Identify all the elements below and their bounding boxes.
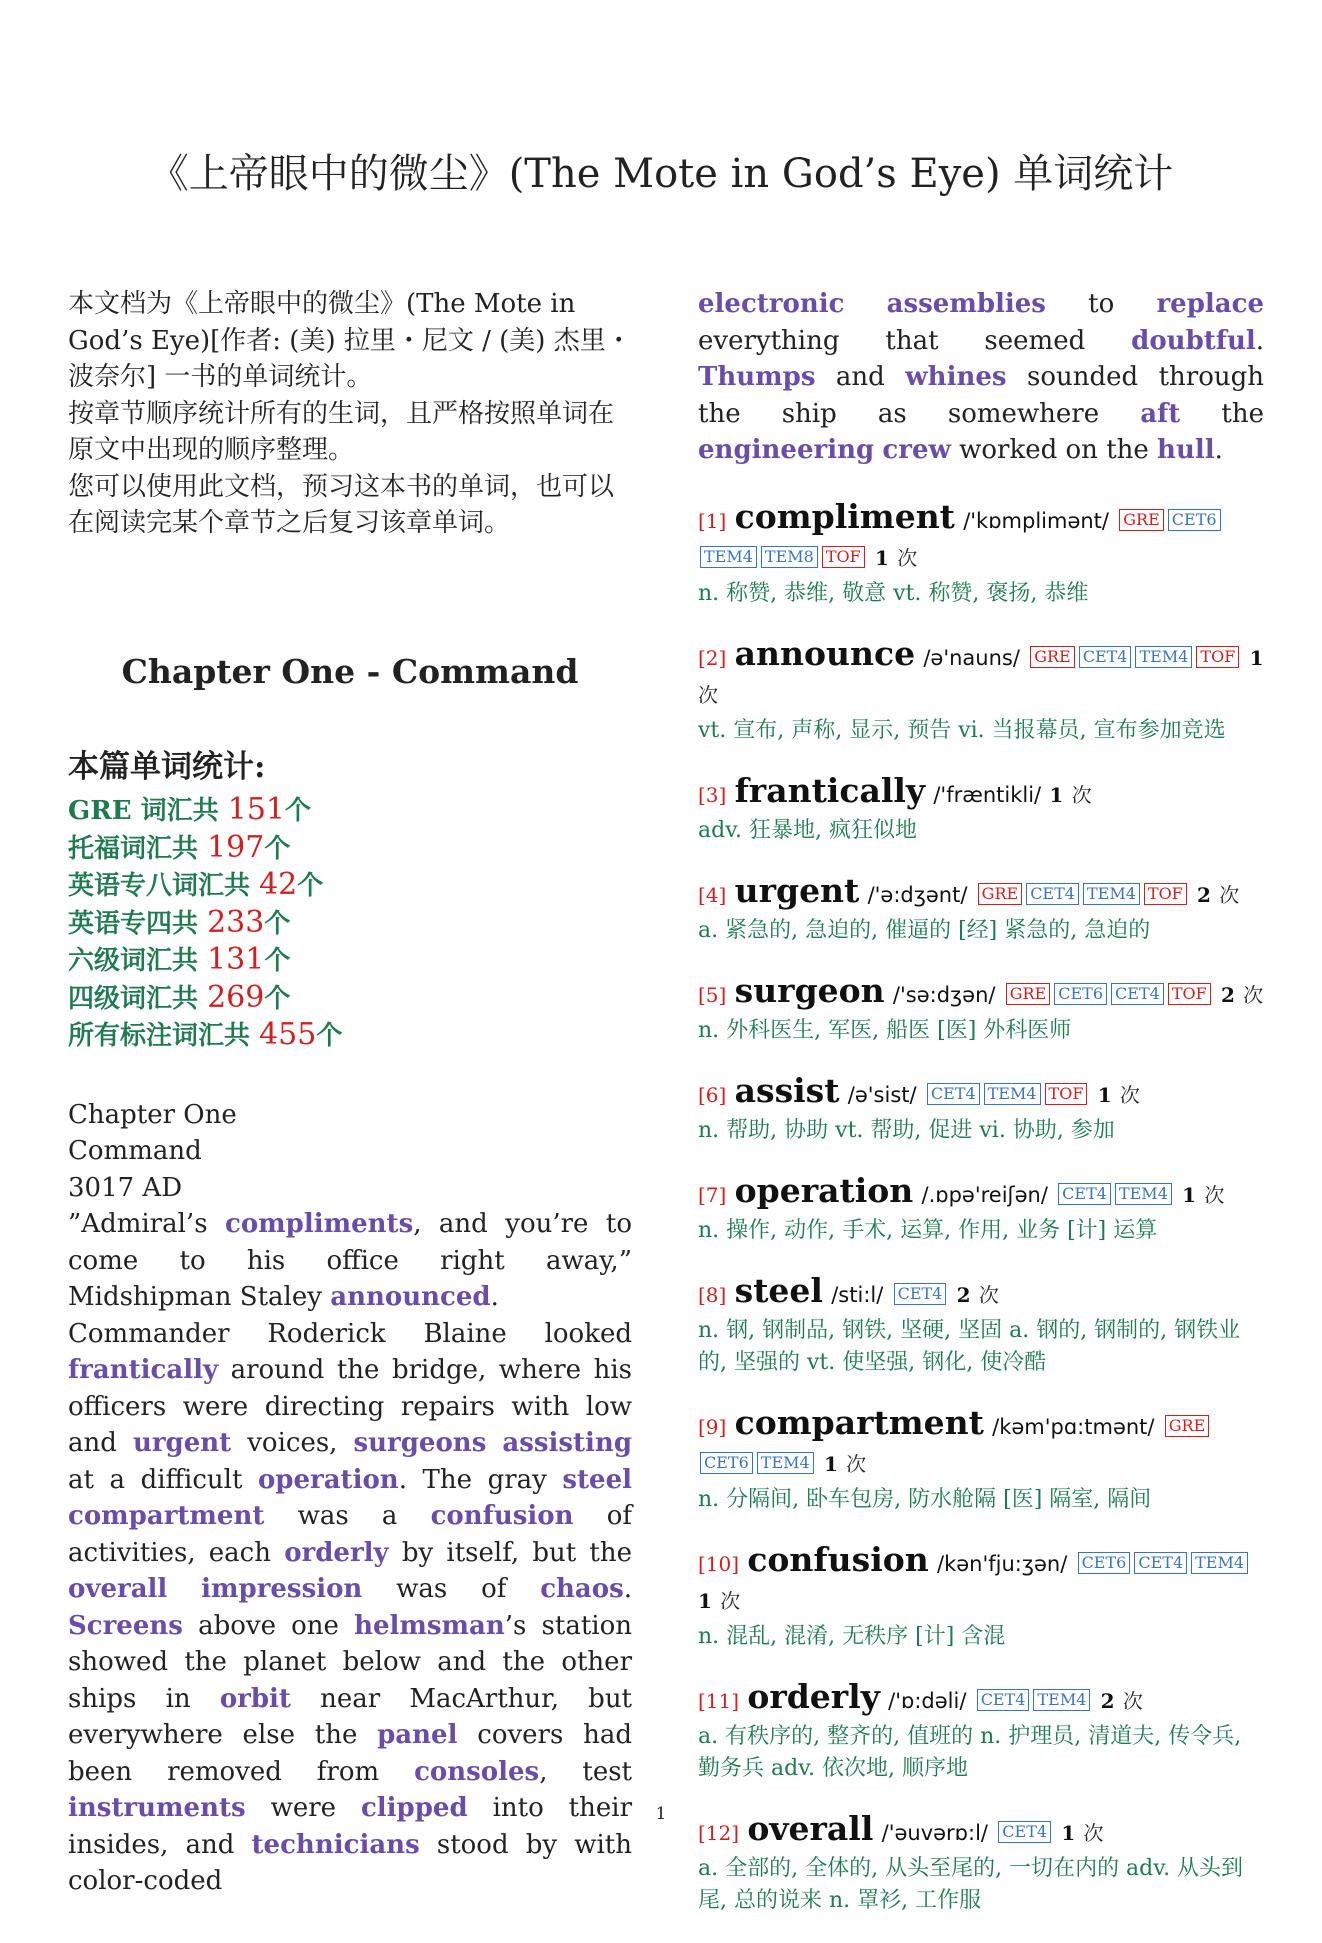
story-run: ”Admiral’s	[68, 1209, 225, 1239]
vocab-entry	[698, 1676, 1264, 1785]
exam-tag-badge: TEM8	[761, 546, 818, 568]
stat-count: 151	[227, 792, 285, 827]
vocab-entry	[698, 1539, 1264, 1653]
stat-unit: 个	[316, 1021, 343, 1051]
entry-count-unit: 次	[1243, 982, 1264, 1007]
entry-count-unit: 次	[698, 682, 718, 707]
entry-word: compartment	[734, 1402, 984, 1442]
stat-row	[68, 905, 632, 943]
story-run	[486, 1428, 502, 1458]
story-text-continued	[698, 286, 1264, 469]
entry-count: 1	[1249, 645, 1264, 670]
story-run: .	[1255, 325, 1264, 356]
story-paragraph	[68, 1170, 632, 1207]
entry-definition: adv. 狂暴地, 疯狂似地	[698, 817, 917, 843]
stat-count: 269	[207, 979, 265, 1015]
story-run: covers had been removed from	[68, 1720, 632, 1787]
entry-phonetic: /'ɒ:dəli/	[888, 1688, 967, 1713]
vocab-word: engineering	[698, 435, 875, 465]
vocab-entry	[698, 496, 1264, 610]
stat-row	[68, 830, 632, 868]
vocab-word: assisting	[502, 1428, 632, 1458]
exam-tag-badge: TEM4	[984, 1083, 1041, 1105]
exam-tag-badge: TEM4	[1135, 646, 1192, 668]
entry-count: 2	[1220, 982, 1235, 1007]
vocab-entry	[698, 1270, 1264, 1379]
vocab-word: electronic	[698, 289, 845, 319]
stat-row	[68, 1017, 632, 1055]
exam-tag-badge: TEM4	[1083, 883, 1140, 905]
exam-tag-badge: TEM4	[1191, 1552, 1248, 1574]
stat-unit: 个	[264, 833, 291, 864]
entry-index: [5]	[698, 982, 727, 1007]
stat-count: 233	[207, 904, 265, 940]
entry-phonetic: /ə'sist/	[847, 1082, 917, 1107]
vocab-entry	[698, 633, 1264, 747]
entry-count: 1	[1061, 1820, 1076, 1845]
entry-header	[698, 1402, 1264, 1482]
entry-definition: n. 帮助, 协助 vt. 帮助, 促进 vi. 协助, 参加	[698, 1117, 1115, 1143]
exam-tag-badge: CET6	[1168, 509, 1221, 531]
exam-tag-badge: CET4	[977, 1689, 1030, 1711]
entry-count-unit: 次	[1119, 1082, 1140, 1107]
intro-paragraph: 按章节顺序统计所有的生词，且严格按照单词在原文中出现的顺序整理。	[68, 398, 615, 465]
exam-tag-badge: TEM4	[757, 1452, 814, 1474]
entry-count-unit: 次	[897, 545, 918, 570]
story-run: the	[1180, 398, 1264, 429]
entry-count-unit: 次	[720, 1588, 741, 1613]
exam-tag-badge: CET4	[1026, 883, 1079, 905]
story-run: Commander Roderick Blaine looked	[68, 1318, 632, 1349]
vocab-entry	[698, 970, 1264, 1047]
stat-label: 所有标注词汇共	[68, 1021, 260, 1051]
story-run: to	[1045, 289, 1157, 319]
vocab-word: impression	[201, 1574, 363, 1604]
entry-definition: n. 外科医生, 军医, 船医 [医] 外科医师	[698, 1017, 1072, 1043]
entry-header	[698, 1170, 1264, 1213]
story-run: was a	[264, 1501, 431, 1531]
stat-label: GRE 词汇共	[68, 796, 228, 826]
chapter-heading: Chapter One - Command	[121, 651, 579, 691]
story-run: stood by with color-coded	[68, 1829, 632, 1896]
stat-row	[68, 980, 632, 1018]
vocab-word: Screens	[68, 1610, 183, 1641]
story-run: worked on the	[950, 435, 1158, 465]
entry-count-unit: 次	[1083, 1820, 1104, 1845]
entry-definition: a. 紧急的, 急迫的, 催逼的 [经] 紧急的, 急迫的	[698, 917, 1151, 943]
exam-tag-badge: TEM4	[1033, 1689, 1090, 1711]
entry-word: orderly	[747, 1676, 880, 1716]
story-text	[68, 1097, 632, 1900]
entry-word: announce	[734, 633, 916, 673]
vocab-word: orderly	[284, 1537, 389, 1568]
stat-row	[68, 867, 632, 905]
document-title: 《上帝眼中的微尘》(The Mote in God’s Eye) 单词统计	[148, 151, 1174, 197]
entry-header	[698, 1539, 1264, 1619]
entry-count: 2	[1100, 1688, 1115, 1713]
exam-tag-badge: CET4	[1058, 1183, 1111, 1205]
entry-header	[698, 1070, 1264, 1113]
story-paragraph	[68, 1097, 632, 1134]
story-run: , and you’re to come to his office right away,” Midshipman Staley	[68, 1209, 632, 1312]
entry-index: [6]	[698, 1082, 727, 1107]
entry-header	[698, 870, 1264, 913]
stat-label: 六级词汇共	[68, 946, 208, 976]
stats-heading: 本篇单词统计:	[68, 749, 266, 785]
stat-unit: 个	[264, 908, 291, 939]
entry-count: 1	[823, 1451, 838, 1476]
exam-tag-badge: CET4	[1111, 983, 1164, 1005]
vocab-word: replace	[1156, 289, 1264, 319]
story-run: .	[623, 1574, 633, 1604]
entry-definition: n. 混乱, 混淆, 无秩序 [计] 含混	[698, 1623, 1006, 1649]
intro-paragraph: 本文档为《上帝眼中的微尘》(The Mote in God’s Eye)[作者: (美) 拉里・尼文 / (美) 杰里・波奈尔] 一书的单词统计。	[68, 289, 632, 392]
entry-count-unit: 次	[1071, 782, 1092, 807]
vocab-entry	[698, 1402, 1264, 1516]
entry-count: 1	[698, 1588, 712, 1613]
exam-tag-badge: GRE	[1119, 509, 1164, 531]
entry-definition: a. 全部的, 全体的, 从头至尾的, 一切在内的 adv. 从头到尾, 总的说来 n. 罩衫, 工作服	[698, 1855, 1244, 1913]
story-run: into their insides, and	[68, 1793, 632, 1860]
vocab-word: surgeons	[353, 1428, 487, 1458]
entry-phonetic: /kən'fju:ʒən/	[937, 1551, 1068, 1576]
vocab-word: instruments	[68, 1793, 246, 1823]
entry-phonetic: /'əuvərɒ:l/	[881, 1820, 988, 1845]
entry-word: surgeon	[734, 970, 885, 1010]
vocab-word: frantically	[68, 1355, 219, 1385]
exam-tag-badge: GRE	[1030, 646, 1075, 668]
entry-word: overall	[747, 1808, 874, 1848]
entry-definition: n. 分隔间, 卧车包房, 防水舱隔 [医] 隔室, 隔间	[698, 1486, 1152, 1512]
story-run: .	[1214, 435, 1223, 465]
vocab-word: operation	[257, 1464, 399, 1495]
story-run: was of	[362, 1574, 541, 1604]
exam-tag-badge: CET4	[1134, 1552, 1187, 1574]
entry-index: [1]	[698, 508, 727, 533]
exam-tag-badge: CET4	[1079, 646, 1132, 668]
vocab-entry	[698, 1070, 1264, 1147]
entry-definition: n. 操作, 动作, 手术, 运算, 作用, 业务 [计] 运算	[698, 1217, 1158, 1243]
exam-tag-badge: GRE	[1165, 1415, 1210, 1437]
story-paragraph	[68, 1206, 632, 1316]
vocab-word: compartment	[68, 1501, 265, 1531]
page-number: 1	[655, 1804, 667, 1824]
left-column	[68, 286, 632, 1900]
story-paragraph	[68, 1133, 632, 1170]
exam-tag-badge: CET4	[927, 1083, 980, 1105]
entry-phonetic: /kəm'pɑ:tmənt/	[992, 1414, 1155, 1439]
story-run: were	[245, 1793, 361, 1823]
entry-header	[698, 1676, 1264, 1719]
entry-index: [9]	[698, 1414, 727, 1439]
exam-tag-badge: CET4	[998, 1821, 1051, 1843]
vocab-word: orbit	[219, 1683, 291, 1714]
stat-count: 131	[207, 942, 265, 977]
vocab-word: Thumps	[698, 362, 816, 392]
story-run: everything that seemed	[698, 325, 1132, 356]
stats-list	[68, 792, 632, 1055]
story-paragraph	[698, 286, 1264, 469]
entry-definition: vt. 宣布, 声称, 显示, 预告 vi. 当报幕员, 宣布参加竞选	[698, 717, 1226, 743]
entry-phonetic: /.ɒpə'reiʃən/	[921, 1182, 1048, 1207]
entry-index: [4]	[698, 882, 727, 907]
entry-header	[698, 970, 1264, 1013]
entry-count: 2	[956, 1282, 971, 1307]
vocab-entry	[698, 1170, 1264, 1247]
entry-word: operation	[734, 1170, 914, 1210]
stat-label: 英语专四共	[68, 908, 208, 939]
entry-header	[698, 770, 1264, 813]
entry-count: 1	[1182, 1182, 1197, 1207]
exam-tag-badge: TOF	[1168, 983, 1211, 1005]
entry-count-unit: 次	[1122, 1688, 1143, 1713]
story-run: of activities, each	[68, 1501, 632, 1568]
vocab-word: hull	[1157, 435, 1215, 465]
vocab-word: assemblies	[886, 289, 1046, 319]
entry-word: assist	[734, 1070, 840, 1110]
exam-tag-badge: TOF	[1045, 1083, 1088, 1105]
entry-word: confusion	[747, 1539, 929, 1579]
vocab-entry	[698, 770, 1264, 847]
vocab-word: compliments	[224, 1209, 414, 1239]
vocab-word: consoles	[414, 1756, 540, 1787]
vocab-entry	[698, 870, 1264, 947]
entry-count: 2	[1197, 882, 1211, 907]
entry-word: urgent	[734, 870, 860, 910]
story-run: at a difficult	[68, 1464, 258, 1495]
exam-tag-badge: GRE	[1006, 983, 1051, 1005]
entry-count: 1	[1049, 782, 1064, 807]
vocab-word: doubtful	[1131, 325, 1256, 356]
entry-phonetic: /'ə:dʒənt/	[867, 882, 968, 907]
story-run: and	[815, 362, 906, 392]
story-run: above one	[182, 1610, 355, 1641]
vocab-entry-list	[698, 496, 1264, 1917]
vocab-word: helmsman	[354, 1610, 505, 1641]
entry-index: [11]	[698, 1688, 740, 1713]
story-run: sounded through the ship as somewhere	[698, 362, 1264, 429]
stat-unit: 个	[264, 983, 291, 1014]
vocab-word: technicians	[251, 1829, 420, 1860]
stat-label: 英语专八词汇共	[68, 871, 260, 901]
stat-unit: 个	[285, 796, 312, 826]
stat-row	[68, 942, 632, 980]
stat-row	[68, 792, 632, 830]
vocab-entry	[698, 1808, 1264, 1917]
entry-definition: n. 钢, 钢制品, 钢铁, 坚硬, 坚固 a. 钢的, 钢制的, 钢铁业的, 坚强的 vt. 使坚强, 钢化, 使冷酷	[698, 1317, 1241, 1375]
entry-index: [10]	[698, 1551, 740, 1576]
entry-definition: a. 有秩序的, 整齐的, 值班的 n. 护理员, 清道夫, 传令兵, 勤务兵 adv. 依次地, 顺序地	[698, 1723, 1242, 1781]
exam-tag-badge: GRE	[978, 883, 1023, 905]
story-run: by itself, but the	[388, 1537, 633, 1568]
exam-tag-badge: TEM4	[1115, 1183, 1172, 1205]
entry-definition: n. 称赞, 恭维, 敬意 vt. 称赞, 褒扬, 恭维	[698, 580, 1089, 606]
story-run: . The gray	[398, 1464, 563, 1495]
entry-count-unit: 次	[978, 1282, 999, 1307]
vocab-word: confusion	[430, 1501, 574, 1531]
entry-header	[698, 1270, 1264, 1313]
vocab-word: aft	[1140, 398, 1181, 429]
intro-paragraph: 您可以使用此文档，预习这本书的单词，也可以在阅读完某个章节之后复习该章单词。	[68, 471, 615, 538]
entry-count: 1	[875, 545, 889, 570]
vocab-word: chaos	[540, 1574, 624, 1604]
entry-index: [2]	[698, 645, 727, 670]
intro-block	[68, 286, 632, 542]
entry-index: [3]	[698, 782, 727, 807]
exam-tag-badge: TOF	[1144, 883, 1187, 905]
vocab-word: clipped	[360, 1793, 468, 1823]
entry-phonetic: /'kɒmplimənt/	[963, 508, 1109, 533]
exam-tag-badge: CET6	[1078, 1552, 1131, 1574]
entry-count-unit: 次	[1204, 1182, 1225, 1207]
story-run	[167, 1574, 201, 1604]
vocab-word: crew	[882, 435, 951, 465]
stat-count: 42	[259, 867, 298, 902]
story-run: , test	[539, 1756, 632, 1787]
entry-phonetic: /'sə:dʒən/	[892, 982, 996, 1007]
entry-header	[698, 496, 1264, 576]
vocab-word: whines	[905, 362, 1007, 392]
story-run: around the bridge, where his officers were directing repairs with low and	[68, 1355, 632, 1458]
stat-unit: 个	[297, 871, 324, 901]
vocab-word: panel	[377, 1720, 458, 1750]
story-run: Command	[68, 1136, 202, 1166]
stat-label: 四级词汇共	[68, 983, 208, 1014]
stat-count: 197	[207, 829, 265, 865]
story-run: .	[490, 1282, 499, 1312]
entry-word: steel	[734, 1270, 823, 1310]
story-run: Chapter One	[68, 1099, 237, 1130]
entry-phonetic: /sti:l/	[831, 1282, 884, 1307]
exam-tag-badge: TOF	[1196, 646, 1239, 668]
entry-word: frantically	[734, 770, 926, 810]
entry-phonetic: /ə'nauns/	[923, 645, 1020, 670]
vocab-word: urgent	[132, 1428, 232, 1458]
entry-header	[698, 633, 1264, 713]
story-run: voices,	[231, 1428, 354, 1458]
entry-index: [12]	[698, 1820, 740, 1845]
exam-tag-badge: TOF	[822, 546, 865, 568]
entry-word: compliment	[734, 496, 955, 536]
exam-tag-badge: CET4	[894, 1283, 947, 1305]
right-column	[698, 286, 1264, 1943]
entry-phonetic: /'fræntikli/	[933, 782, 1042, 807]
stat-label: 托福词汇共	[68, 833, 208, 864]
entry-count: 1	[1097, 1082, 1112, 1107]
story-run: ’s station showed the planet below and the other ships in	[68, 1610, 633, 1714]
exam-tag-badge: TEM4	[700, 546, 757, 568]
story-run: near MacArthur, but everywhere else the	[68, 1683, 633, 1750]
vocab-word: steel	[562, 1464, 632, 1495]
story-run	[844, 289, 886, 319]
vocab-word: overall	[68, 1574, 168, 1604]
exam-tag-badge: CET6	[1054, 983, 1107, 1005]
stat-unit: 个	[264, 946, 291, 976]
story-run: 3017 AD	[68, 1172, 183, 1203]
entry-count-unit: 次	[846, 1451, 867, 1476]
entry-index: [8]	[698, 1282, 727, 1307]
entry-index: [7]	[698, 1182, 727, 1207]
exam-tag-badge: CET6	[700, 1452, 753, 1474]
entry-count-unit: 次	[1219, 882, 1240, 907]
stat-count: 455	[259, 1017, 317, 1052]
vocab-word: announced	[330, 1282, 491, 1312]
